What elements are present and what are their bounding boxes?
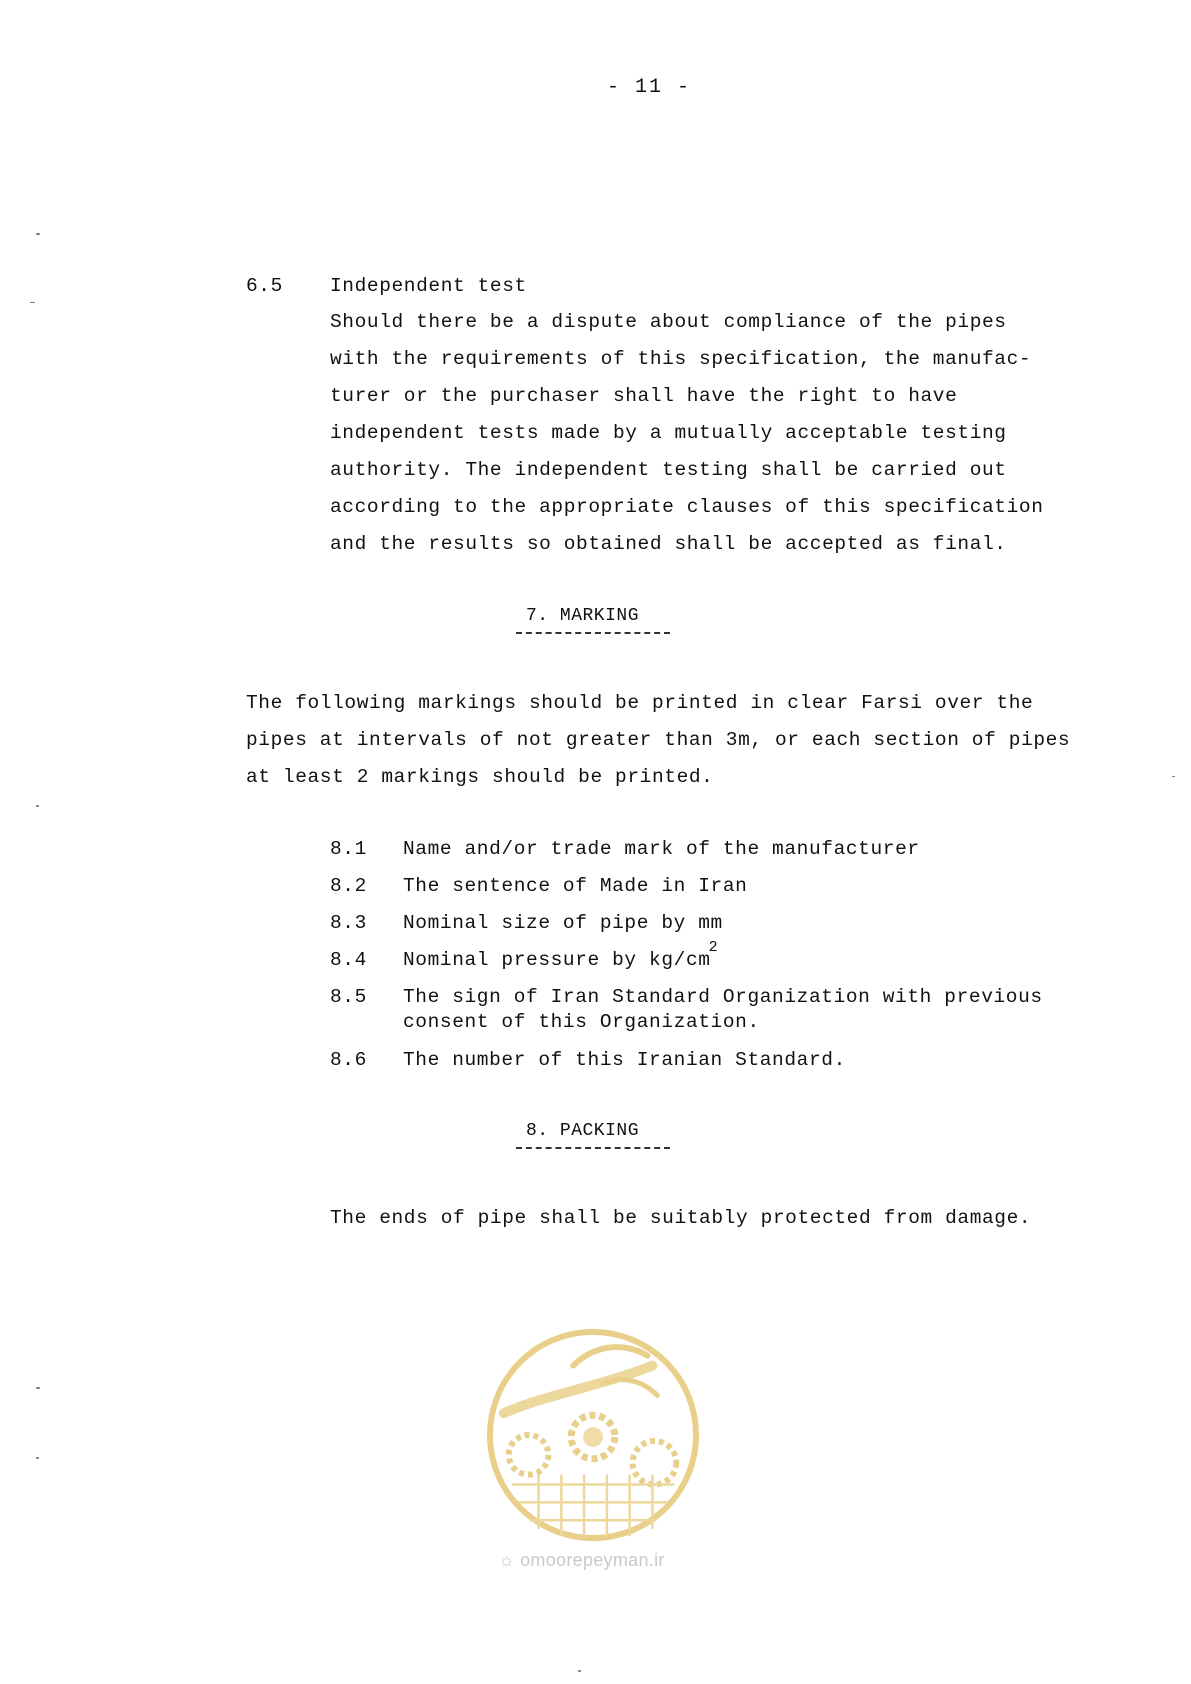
- scan-speck: [30, 302, 35, 303]
- section-6-5-line: authority. The independent testing shall be carried out: [330, 459, 1007, 481]
- marking-item-number: 8.3: [330, 912, 367, 934]
- scan-speck: [36, 233, 40, 235]
- heading-underline: [516, 632, 670, 634]
- scan-speck: [578, 1670, 581, 1672]
- scan-speck: [36, 1457, 39, 1459]
- marking-item-text-continued: consent of this Organization.: [403, 1011, 760, 1033]
- section-6-5-line: with the requirements of this specification, the manufac-: [330, 348, 1032, 370]
- watermark-text: ☼ omoorepeyman.ir: [498, 1550, 665, 1570]
- section-6-5-line: independent tests made by a mutually acceptable testing: [330, 422, 1007, 444]
- section-7-heading: [516, 606, 672, 636]
- section-6-5-line: according to the appropriate clauses of this specification: [330, 496, 1044, 518]
- marking-item-text: The sentence of Made in Iran: [403, 875, 748, 897]
- section-7-heading-text: 7. MARKING: [526, 606, 640, 626]
- marking-intro-line: pipes at intervals of not greater than 3m, or each section of pipes: [246, 729, 1071, 751]
- marking-item-text: Nominal size of pipe by mm: [403, 912, 723, 934]
- marking-item-text: Name and/or trade mark of the manufacturer: [403, 838, 920, 860]
- section-6-5-number: 6.5: [246, 275, 283, 297]
- marking-item-number: 8.6: [330, 1049, 367, 1071]
- superscript: 2: [708, 939, 719, 956]
- marking-item-number: 8.5: [330, 986, 367, 1008]
- watermark-logo: [484, 1326, 702, 1544]
- section-8-heading: [516, 1121, 672, 1151]
- marking-item-text: The sign of Iran Standard Organization with previous: [403, 986, 1043, 1008]
- marking-item-number: 8.1: [330, 838, 367, 860]
- scan-speck: [36, 1387, 40, 1389]
- section-6-5-line: turer or the purchaser shall have the right to have: [330, 385, 958, 407]
- scan-speck: [36, 805, 39, 807]
- packing-text: The ends of pipe shall be suitably protected from damage.: [330, 1207, 1032, 1229]
- heading-underline: [516, 1147, 670, 1149]
- section-6-5-line: Should there be a dispute about compliance of the pipes: [330, 311, 1007, 333]
- marking-item-text: The number of this Iranian Standard.: [403, 1049, 846, 1071]
- section-8-heading-text: 8. PACKING: [526, 1121, 640, 1141]
- watermark-text-label: omoorepeyman.ir: [520, 1550, 665, 1570]
- page-number: - 11 -: [607, 76, 692, 99]
- scan-speck: [1172, 776, 1175, 777]
- marking-item-text-wrap: [403, 939, 720, 971]
- marking-item-number: 8.2: [330, 875, 367, 897]
- marking-intro-line: The following markings should be printed in clear Farsi over the: [246, 692, 1034, 714]
- marking-item-number: 8.4: [330, 949, 367, 971]
- marking-item-text: Nominal pressure by kg/cm: [403, 949, 711, 971]
- marking-intro-line: at least 2 markings should be printed.: [246, 766, 714, 788]
- section-6-5-title: Independent test: [330, 275, 527, 297]
- section-6-5-line: and the results so obtained shall be accepted as final.: [330, 533, 1007, 555]
